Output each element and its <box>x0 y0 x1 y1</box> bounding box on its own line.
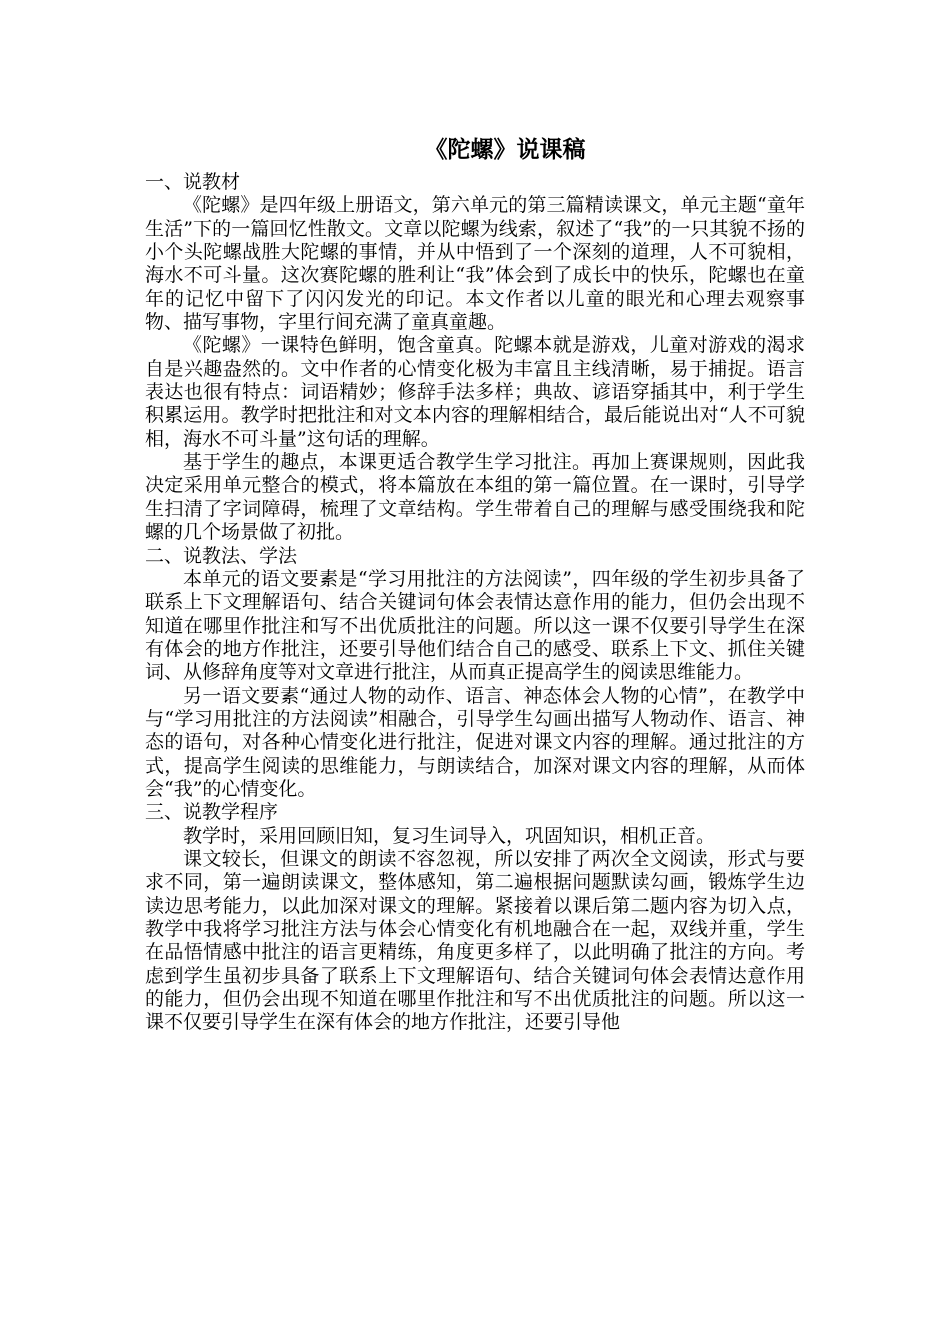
paragraph: 《陀螺》一课特色鲜明，饱含童真。陀螺本就是游戏，儿童对游戏的渴求自是兴趣盎然的。文中作者的心情变化极为丰富且主线清晰，易于捕捉。语言表达也很有特点：词语精妙；修辞手法多样；典故、谚语穿插其中，利于学生积累运用。教学时把批注和对文本内容的理解相结合，最后能说出对“人不可貌相，海水不可斗量”这句话的理解。 <box>145 334 805 450</box>
section-heading: 三、说教学程序 <box>145 801 279 824</box>
paragraph: 教学时，采用回顾旧知，复习生词导入，巩固知识，相机正音。 <box>183 824 716 847</box>
section-teaching-procedure <box>145 801 805 1034</box>
section-textbook <box>145 171 805 545</box>
paragraph: 《陀螺》是四年级上册语文，第六单元的第三篇精读课文，单元主题“童年生活”下的一篇回忆性散文。文章以陀螺为线索，叙述了“我”的一只其貌不扬的小个头陀螺战胜大陀螺的事情，并从中悟到了一个深刻的道理，人不可貌相，海水不可斗量。这次赛陀螺的胜利让“我”体会到了成长中的快乐，陀螺也在童年的记忆中留下了闪闪发光的印记。本文作者以儿童的眼光和心理去观察事物、描写事物，字里行间充满了童真童趣。 <box>145 194 805 334</box>
paragraph: 另一语文要素“通过人物的动作、语言、神态体会人物的心情”，在教学中与“学习用批注的方法阅读”相融合，引导学生勾画出描写人物动作、语言、神态的语句，对各种心情变化进行批注，促进对课文内容的理解。通过批注的方式，提高学生阅读的思维能力，与朗读结合，加深对课文内容的理解，从而体会“我”的心情变化。 <box>145 684 805 800</box>
section-teaching-methods <box>145 545 805 802</box>
document-title: 《陀螺》说课稿 <box>424 136 586 163</box>
paragraph: 基于学生的趣点，本课更适合教学生学习批注。再加上赛课规则，因此我决定采用单元整合的模式，将本篇放在本组的第一篇位置。在一课时，引导学生扫清了字词障碍，梳理了文章结构。学生带着自己的理解与感受围绕我和陀螺的几个场景做了初批。 <box>145 451 805 544</box>
section-heading: 二、说教法、学法 <box>145 544 298 567</box>
paragraph: 课文较长，但课文的朗读不容忽视，所以安排了两次全文阅读，形式与要求不同，第一遍朗读课文，整体感知，第二遍根据问题默读勾画，锻炼学生边读边思考能力，以此加深对课文的理解。紧接着以课后第二题内容为切入点，教学中我将学习批注方法与体会心情变化有机地融合在一起，双线并重，学生在品悟情感中批注的语言更精练，角度更多样了，以此明确了批注的方向。考虑到学生虽初步具备了联系上下文理解语句、结合关键词句体会表情达意作用的能力，但仍会出现不知道在哪里作批注和写不出优质批注的问题。所以这一课不仅要引导学生在深有体会的地方作批注，还要引导他 <box>145 847 805 1034</box>
document-body <box>145 171 805 1035</box>
section-heading: 一、说教材 <box>145 171 241 193</box>
paragraph: 本单元的语文要素是“学习用批注的方法阅读”，四年级的学生初步具备了联系上下文理解语句、结合关键词句体会表情达意作用的能力，但仍会出现不知道在哪里作批注和写不出优质批注的问题。所以这一课不仅要引导学生在深有体会的地方作批注，还要引导他们结合自己的感受、联系上下文、抓住关键词、从修辞角度等对文章进行批注，从而真正提高学生的阅读思维能力。 <box>145 567 805 684</box>
